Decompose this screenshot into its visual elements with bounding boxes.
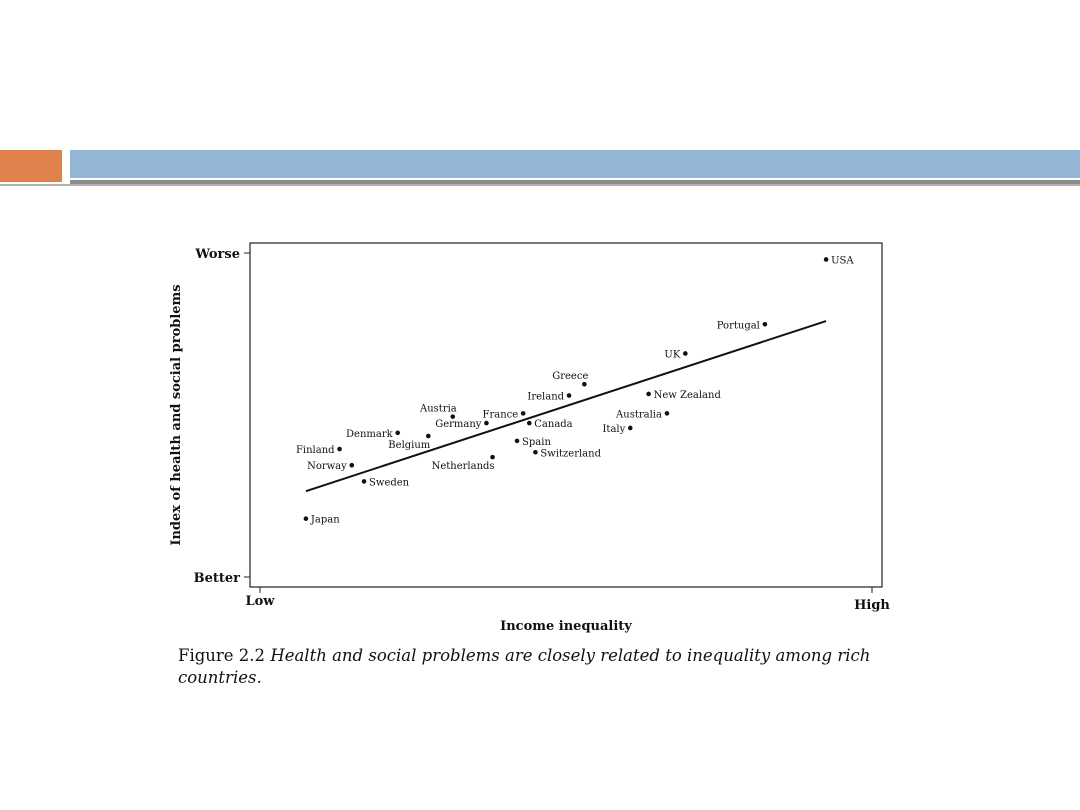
point-france xyxy=(521,411,526,416)
point-australia xyxy=(665,411,670,416)
point-label-greece: Greece xyxy=(552,371,589,383)
point-italy xyxy=(628,426,633,431)
point-label-sweden: Sweden xyxy=(369,477,410,489)
point-label-switzerland: Switzerland xyxy=(540,448,602,460)
point-label-france: France xyxy=(482,409,519,421)
point-switzerland xyxy=(533,450,538,455)
point-spain xyxy=(515,439,520,444)
point-sweden xyxy=(362,479,367,484)
point-new-zealand xyxy=(646,392,651,397)
point-label-australia: Australia xyxy=(616,409,662,421)
point-greece xyxy=(582,382,587,387)
y-tick-label-worse: Worse xyxy=(195,247,240,262)
point-netherlands xyxy=(490,455,495,460)
point-label-denmark: Denmark xyxy=(346,428,393,440)
trend-line xyxy=(306,321,826,491)
point-label-ireland: Ireland xyxy=(527,391,565,403)
point-ireland xyxy=(567,393,572,398)
figure-caption xyxy=(178,645,898,689)
point-belgium xyxy=(426,434,431,439)
y-axis-label: Index of health and social problems xyxy=(169,284,184,546)
point-label-usa: USA xyxy=(831,255,854,267)
plot-frame xyxy=(250,243,882,587)
figure-caption-text: Health and social problems are closely related to inequality among rich countries. xyxy=(178,646,871,687)
x-tick-label-low: Low xyxy=(245,594,275,609)
point-denmark xyxy=(395,431,400,436)
point-label-japan: Japan xyxy=(310,514,340,526)
point-label-italy: Italy xyxy=(602,423,626,435)
point-finland xyxy=(337,447,342,452)
point-label-portugal: Portugal xyxy=(716,320,760,332)
point-label-canada: Canada xyxy=(534,419,573,431)
point-label-uk: UK xyxy=(664,349,681,361)
point-norway xyxy=(350,463,355,468)
point-label-norway: Norway xyxy=(307,461,347,473)
point-label-belgium: Belgium xyxy=(388,440,431,452)
x-axis-label: Income inequality xyxy=(500,619,632,634)
x-tick-label-high: High xyxy=(854,598,890,613)
point-label-finland: Finland xyxy=(295,445,335,457)
point-label-new-zealand: New Zealand xyxy=(653,389,721,401)
point-japan xyxy=(304,516,309,521)
point-canada xyxy=(527,421,532,426)
point-usa xyxy=(824,257,829,262)
point-label-germany: Germany xyxy=(435,419,482,431)
point-germany xyxy=(484,421,489,426)
point-uk xyxy=(683,351,688,356)
y-tick-label-better: Better xyxy=(193,571,240,586)
point-portugal xyxy=(763,322,768,327)
figure-caption-label: Figure 2.2 xyxy=(178,646,266,665)
point-label-austria: Austria xyxy=(420,403,457,415)
point-label-netherlands: Netherlands xyxy=(431,461,495,473)
point-label-spain: Spain xyxy=(522,436,551,448)
